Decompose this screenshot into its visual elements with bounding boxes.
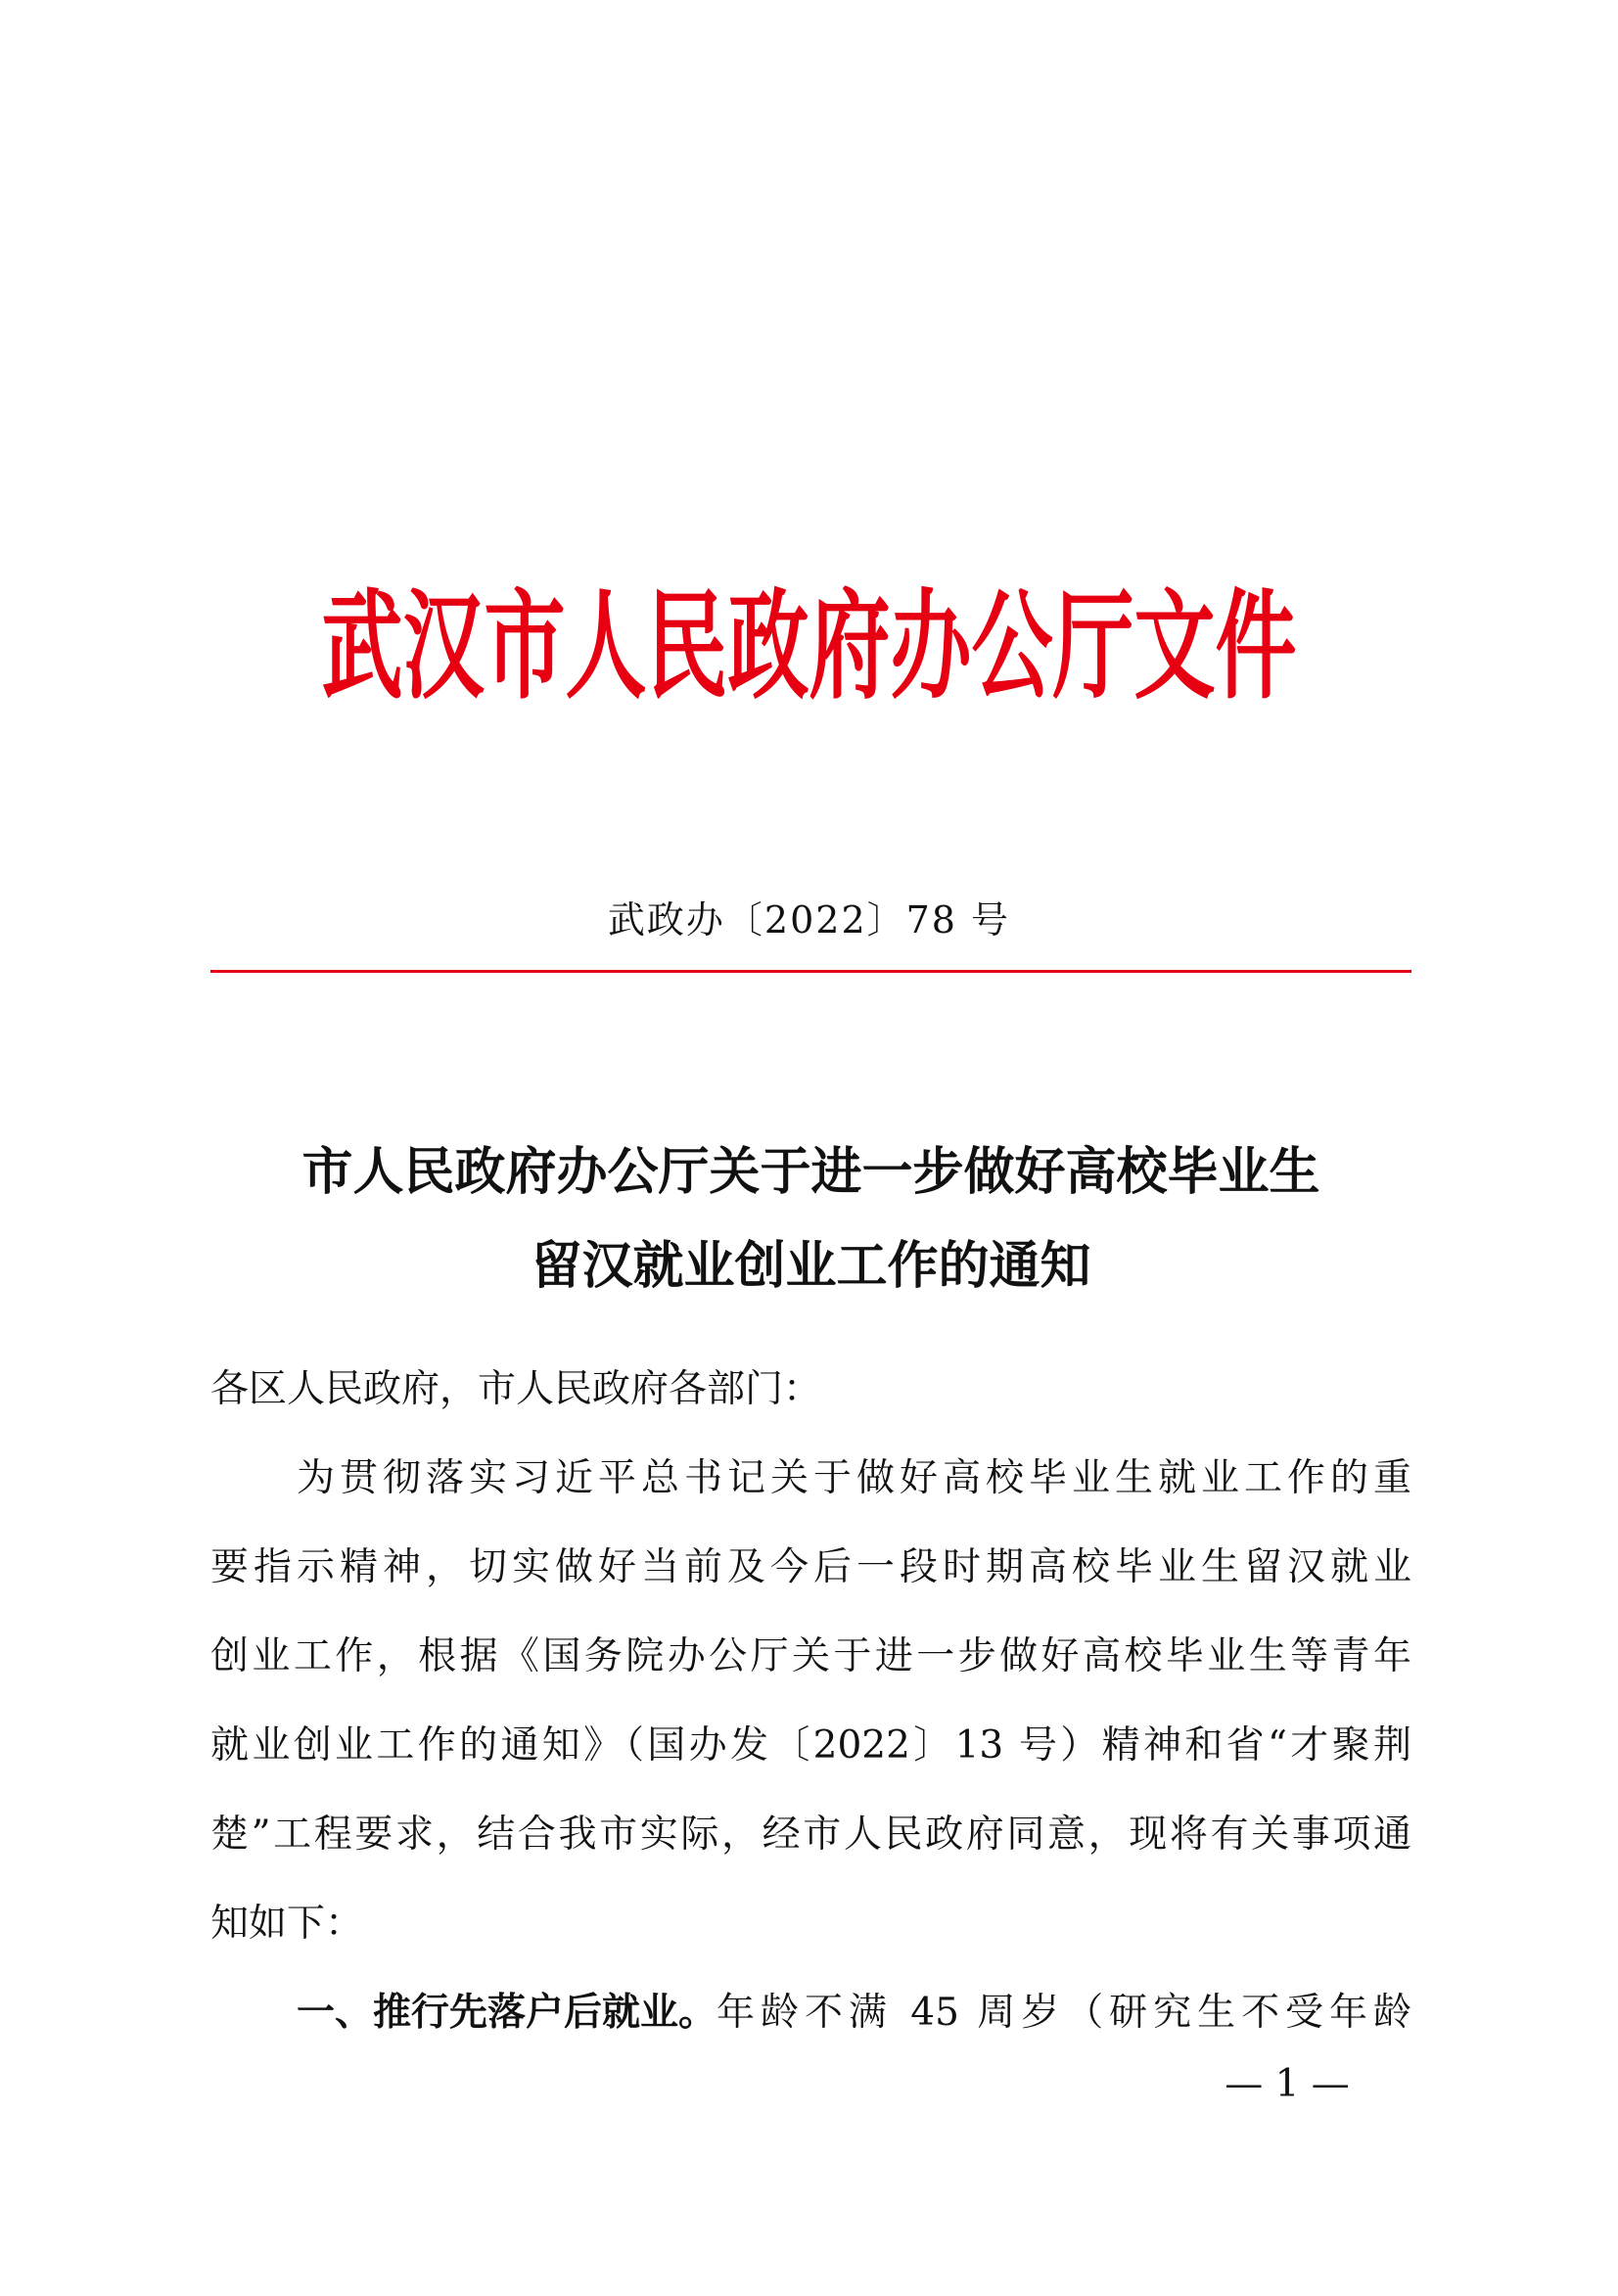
salutation: 各区人民政府，市人民政府各部门：	[210, 1367, 822, 1411]
body-line: 要指示精神，切实做好当前及今后一段时期高校毕业生留汉就业	[210, 1545, 1411, 1589]
body-line: 为贯彻落实习近平总书记关于做好高校毕业生就业工作的重	[297, 1456, 1411, 1500]
notice-title-line-1: 市人民政府办公厅关于进一步做好高校毕业生	[301, 1142, 1320, 1202]
section-1-text: 年龄不满 45 周岁（研究生不受年龄	[717, 1991, 1411, 2035]
body-line: 就业创业工作的通知》（国办发〔2022〕13 号）精神和省“才聚荆	[210, 1723, 1411, 1768]
notice-title-line-2: 留汉就业创业工作的通知	[531, 1236, 1091, 1296]
red-separator-rule	[210, 970, 1411, 973]
section-1-heading: 一、推行先落户后就业。	[297, 1991, 717, 2035]
body-line: 知如下：	[210, 1902, 364, 1946]
body-line: 创业工作，根据《国务院办公厅关于进一步做好高校毕业生等青年	[210, 1634, 1411, 1678]
section-1-line	[297, 1984, 1411, 2043]
body-line: 楚”工程要求，结合我市实际，经市人民政府同意，现将有关事项通	[210, 1813, 1411, 1857]
letterhead-title: 武汉市人民政府办公厅文件	[321, 575, 1297, 716]
document-number: 武政办〔2022〕78 号	[607, 898, 1011, 941]
page-number: — 1 —	[1225, 2062, 1350, 2106]
